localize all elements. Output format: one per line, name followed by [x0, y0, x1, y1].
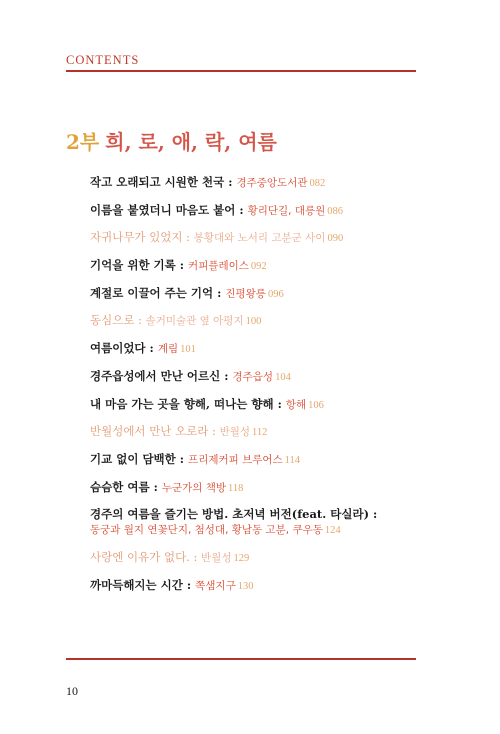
toc-entry-title: 반월성에서 만난 오로라	[90, 424, 209, 439]
toc-entry-page: 112	[252, 427, 268, 439]
toc-entry-place: 커피플레이스	[188, 260, 249, 273]
toc-entry-page: 086	[327, 205, 344, 217]
toc-entry-page: 129	[233, 552, 250, 564]
toc-entry-page: 096	[267, 288, 284, 300]
toc-entry-page: 114	[284, 454, 301, 466]
bottom-divider	[66, 658, 416, 660]
top-divider	[66, 70, 416, 72]
toc-entry	[90, 550, 420, 566]
toc-entry	[90, 230, 420, 246]
part-title-text: 희, 로, 애, 락, 여름	[105, 130, 277, 154]
toc-entry-separator: :	[175, 451, 189, 466]
toc-entry-page: 101	[180, 344, 196, 356]
toc-entry-title: 슴슴한 여름	[90, 479, 150, 494]
toc-entry-separator: :	[149, 479, 162, 494]
toc-entry-title: 기교 없이 담백한	[90, 451, 176, 466]
toc-entry-place: 쪽샘지구	[195, 579, 236, 592]
toc-entry-page: 090	[327, 233, 344, 245]
toc-entry-title: 자귀나무가 있었지	[90, 230, 183, 245]
toc-entry-page: 124	[324, 525, 341, 537]
toc-entry-separator: :	[213, 285, 226, 300]
toc-entry-page: 130	[237, 580, 254, 592]
toc-entry	[90, 203, 420, 219]
toc-entry-page: 118	[228, 482, 244, 494]
part-number: 2부	[66, 130, 100, 154]
toc-entry-separator: :	[220, 368, 233, 383]
toc-entry-place: 황리단길, 대릉원	[247, 204, 326, 217]
toc-entry	[90, 175, 420, 191]
toc-entry-place: 누군가의 책방	[161, 481, 227, 494]
toc-entry-place: 동궁과 월지 연꽃단지, 첨성대, 황남동 고분, 쿠우동	[90, 524, 323, 537]
toc-entry-page: 106	[308, 399, 324, 411]
toc-entry	[90, 507, 420, 538]
contents-header: CONTENTS	[66, 53, 140, 67]
toc-entry-place: 진평왕릉	[225, 287, 266, 300]
toc-entry-title: 기억을 위한 기록	[90, 258, 176, 273]
toc-entry-title: 경주의 여름을 즐기는 방법. 초저녁 버전(feat. 타실라)	[90, 507, 370, 522]
toc-entry-page: 092	[250, 261, 267, 273]
toc-entry	[90, 397, 420, 413]
toc-entry	[90, 452, 420, 468]
toc-entry-place: 경주중앙도서관	[236, 177, 308, 189]
toc-entry-second-line	[90, 522, 420, 538]
toc-entry-place: 계림	[157, 343, 179, 356]
toc-entry	[90, 258, 420, 274]
toc-entry-separator: :	[182, 230, 194, 245]
toc-entry-title: 사랑엔 이유가 없다.	[90, 549, 190, 564]
toc-entry-title: 까마득해지는 시간	[90, 577, 183, 592]
toc-list	[90, 175, 420, 605]
toc-entry-place: 항해	[285, 398, 307, 411]
toc-entry-separator: :	[208, 424, 220, 439]
toc-entry-title: 이름을 붙였더니 마음도 붙어	[90, 202, 236, 217]
toc-entry-separator: :	[182, 577, 196, 592]
toc-entry	[90, 578, 420, 594]
toc-entry-page: 104	[275, 371, 291, 383]
toc-entry-title: 계절로 이끌어 주는 기억	[90, 285, 214, 300]
toc-entry-place: 경주읍성	[232, 370, 274, 383]
toc-entry-separator: :	[175, 258, 189, 273]
toc-entry-separator: :	[134, 313, 146, 328]
toc-entry-separator: :	[189, 549, 202, 564]
toc-entry-place: 프리제커피 브루어스	[188, 453, 283, 466]
page-number: 10	[66, 684, 78, 698]
toc-entry-separator: :	[224, 175, 237, 189]
toc-entry-place: 반월성	[219, 426, 251, 439]
toc-entry-separator: :	[145, 341, 158, 356]
toc-entry-title: 내 마음 가는 곳을 향해, 떠나는 향해	[90, 396, 274, 411]
toc-entry-separator: :	[273, 396, 286, 411]
toc-entry-title: 여름이었다	[90, 341, 146, 356]
part-heading	[66, 126, 277, 155]
toc-entry	[90, 313, 420, 329]
toc-entry-separator: :	[235, 202, 248, 217]
toc-entry	[90, 341, 420, 357]
toc-entry	[90, 480, 420, 496]
toc-entry-page: 082	[309, 178, 326, 189]
toc-entry-place: 솔거미술관 옆 아평지	[145, 315, 244, 328]
toc-entry-title: 동심으로	[90, 313, 135, 328]
toc-entry-separator: :	[369, 507, 378, 522]
toc-entry-title: 작고 오래되고 시원한 천국	[90, 175, 225, 189]
toc-entry-place: 반월성	[201, 551, 232, 564]
toc-entry-page: 100	[245, 316, 262, 328]
toc-entry	[90, 286, 420, 302]
toc-entry-place: 봉황대와 노서리 고분군 사이	[193, 232, 326, 245]
toc-entry-title: 경주읍성에서 만난 어르신	[90, 368, 221, 383]
toc-entry	[90, 424, 420, 440]
toc-entry	[90, 369, 420, 385]
